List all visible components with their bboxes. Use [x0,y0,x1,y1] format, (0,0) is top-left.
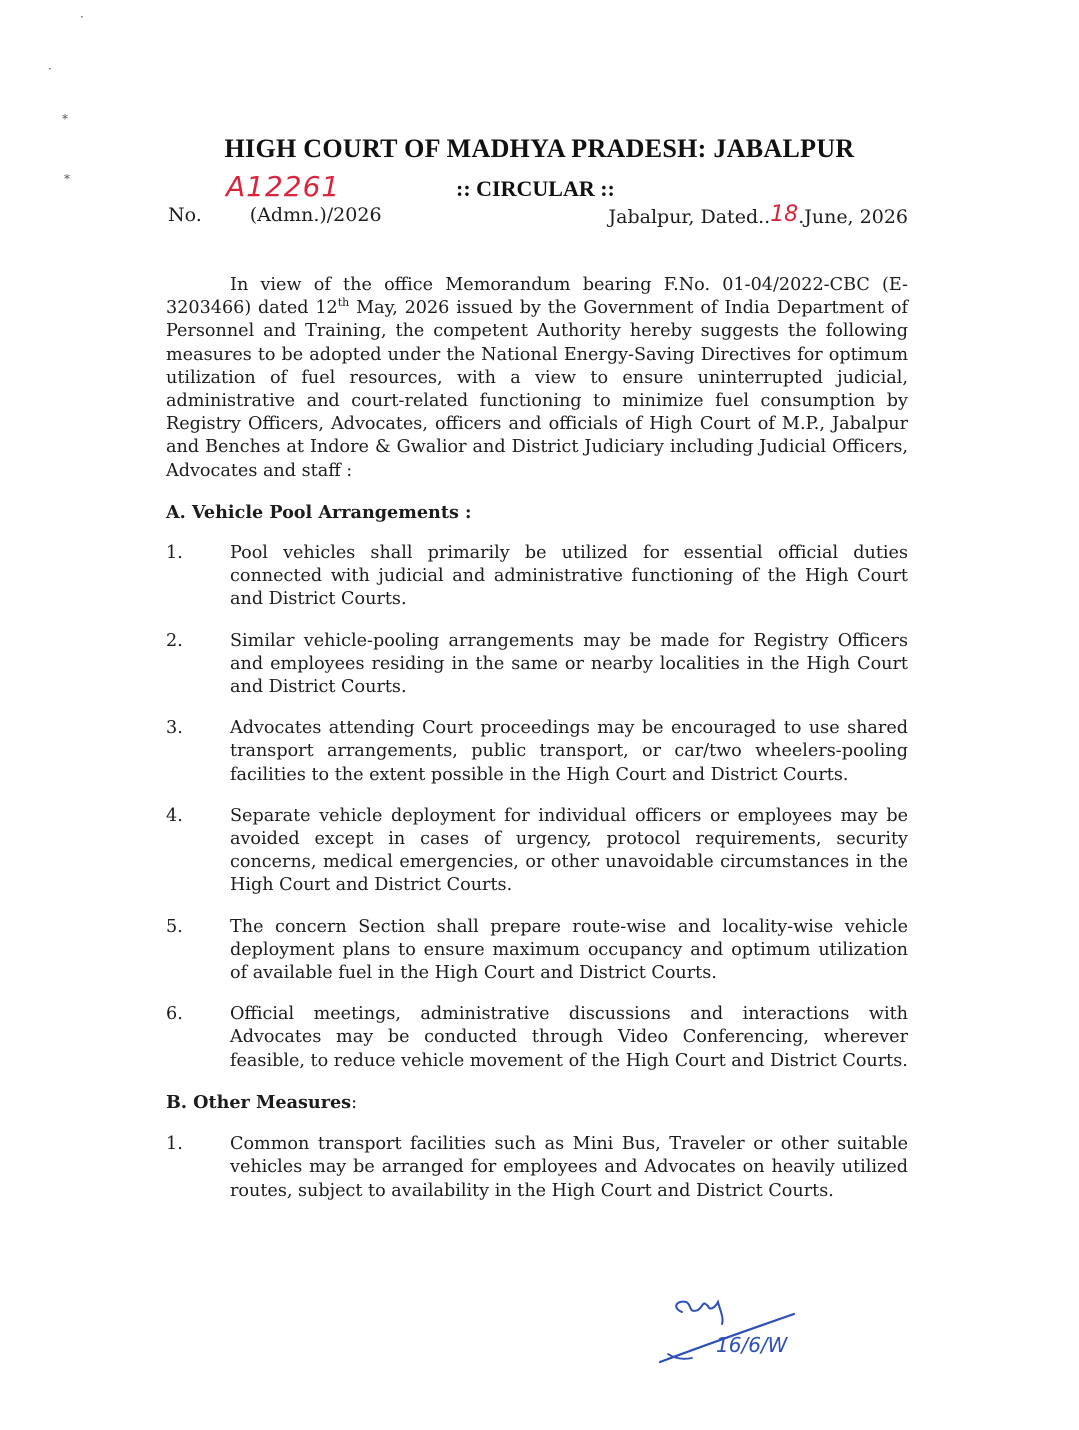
circular-body [166,274,908,1203]
dated-suffix: .June, 2026 [798,206,908,228]
item-text: Official meetings, administrative discussions and interactions with Advocates may be conducted through Video Conferencing, wherever feasible, to reduce vehicle movement of the High Court and District Courts. [230,1004,908,1071]
section-a-heading: A. Vehicle Pool Arrangements : [166,501,472,523]
item-number: 6. [166,1004,183,1025]
scan-speck: · [48,62,52,76]
list-item [166,630,908,700]
item-number: 1. [166,543,183,564]
section-a-list [166,542,908,1073]
signature [652,1284,802,1374]
section-b-heading [166,1091,908,1115]
reference-number [168,204,382,229]
list-item [166,1133,908,1203]
item-text: Advocates attending Court proceedings may be encouraged to use shared transport arrangements, public transport, or car/two wheelers-pooling facilities to the extent possible in the High Court and District Courts. [230,718,908,785]
intro-text: In view of the office Memorandum bearing F.No. 01-04/2022-CBC (E-3203466) dated 12 [166,275,908,319]
section-b-list [166,1133,908,1203]
dated-prefix: Jabalpur, Dated.. [608,206,771,228]
reference-line [168,204,908,229]
dated-line [609,204,908,229]
item-number: 3. [166,718,183,739]
intro-text-cont: May, 2026 issued by the Government of India Department of Personnel and Training, the competent Authority hereby suggests the following measures to be adopted under the National Energy-Saving Directives for optimum utilization of fuel resources, with a view to ensure uninterrupted judicial, administrative and court-related functioning to minimize fuel consumption by Registry Officers, Advocates, officers and officials of High Court of M.P., Jabalpur and Benches at Indore & Gwalior and District Judiciary including Judicial Officers, Advocates and staff : [166,298,908,481]
section-b-heading-colon: : [351,1092,358,1113]
list-item [166,542,908,612]
scan-speck: ⁎ [62,108,68,122]
intro-paragraph [166,274,908,483]
item-text: Separate vehicle deployment for individual officers or employees may be avoided except in cases of urgency, protocol requirements, security concerns, medical emergencies, or other unavoidable circumstances in the High Court and District Courts. [230,805,908,896]
item-text: Similar vehicle-pooling arrangements may be made for Registry Officers and employees residing in the same or nearby localities in the High Court and District Courts. [230,630,908,698]
item-text: Common transport facilities such as Mini Bus, Traveler or other suitable vehicles may be arranged for employees and Advocates on heavily utilized routes, subject to availability in the High Court and District Courts. [230,1134,908,1201]
handwritten-day: 18 [770,202,799,227]
handwritten-circular-number: A12261 [226,170,341,203]
circular-label: :: CIRCULAR :: [456,176,615,201]
list-item [166,1003,908,1073]
item-text: Pool vehicles shall primarily be utilized for essential official duties connected with judicial and administrative functioning of the High Court and District Courts. [230,543,908,610]
admn-reference: (Admn.)/2026 [249,204,382,226]
list-item [166,916,908,986]
scan-speck: ⁎ [64,168,70,182]
document-title: HIGH COURT OF MADHYA PRADESH: JABALPUR [224,134,855,163]
item-number: 5. [166,916,183,937]
intro-superscript: th [337,296,350,310]
item-number: 1. [166,1134,183,1155]
list-item [166,805,908,898]
section-b-heading-text: B. Other Measures [166,1091,352,1113]
item-text: The concern Section shall prepare route-wise and locality-wise vehicle deployment plans to ensure maximum occupancy and optimum utilization of available fuel in the High Court and District Courts. [230,916,908,984]
item-number: 2. [166,630,183,651]
no-label: No. [168,204,202,226]
item-number: 4. [166,805,183,826]
list-item [166,717,908,787]
scan-speck: · [80,10,84,24]
signature-date: 16/6/W [716,1333,788,1357]
